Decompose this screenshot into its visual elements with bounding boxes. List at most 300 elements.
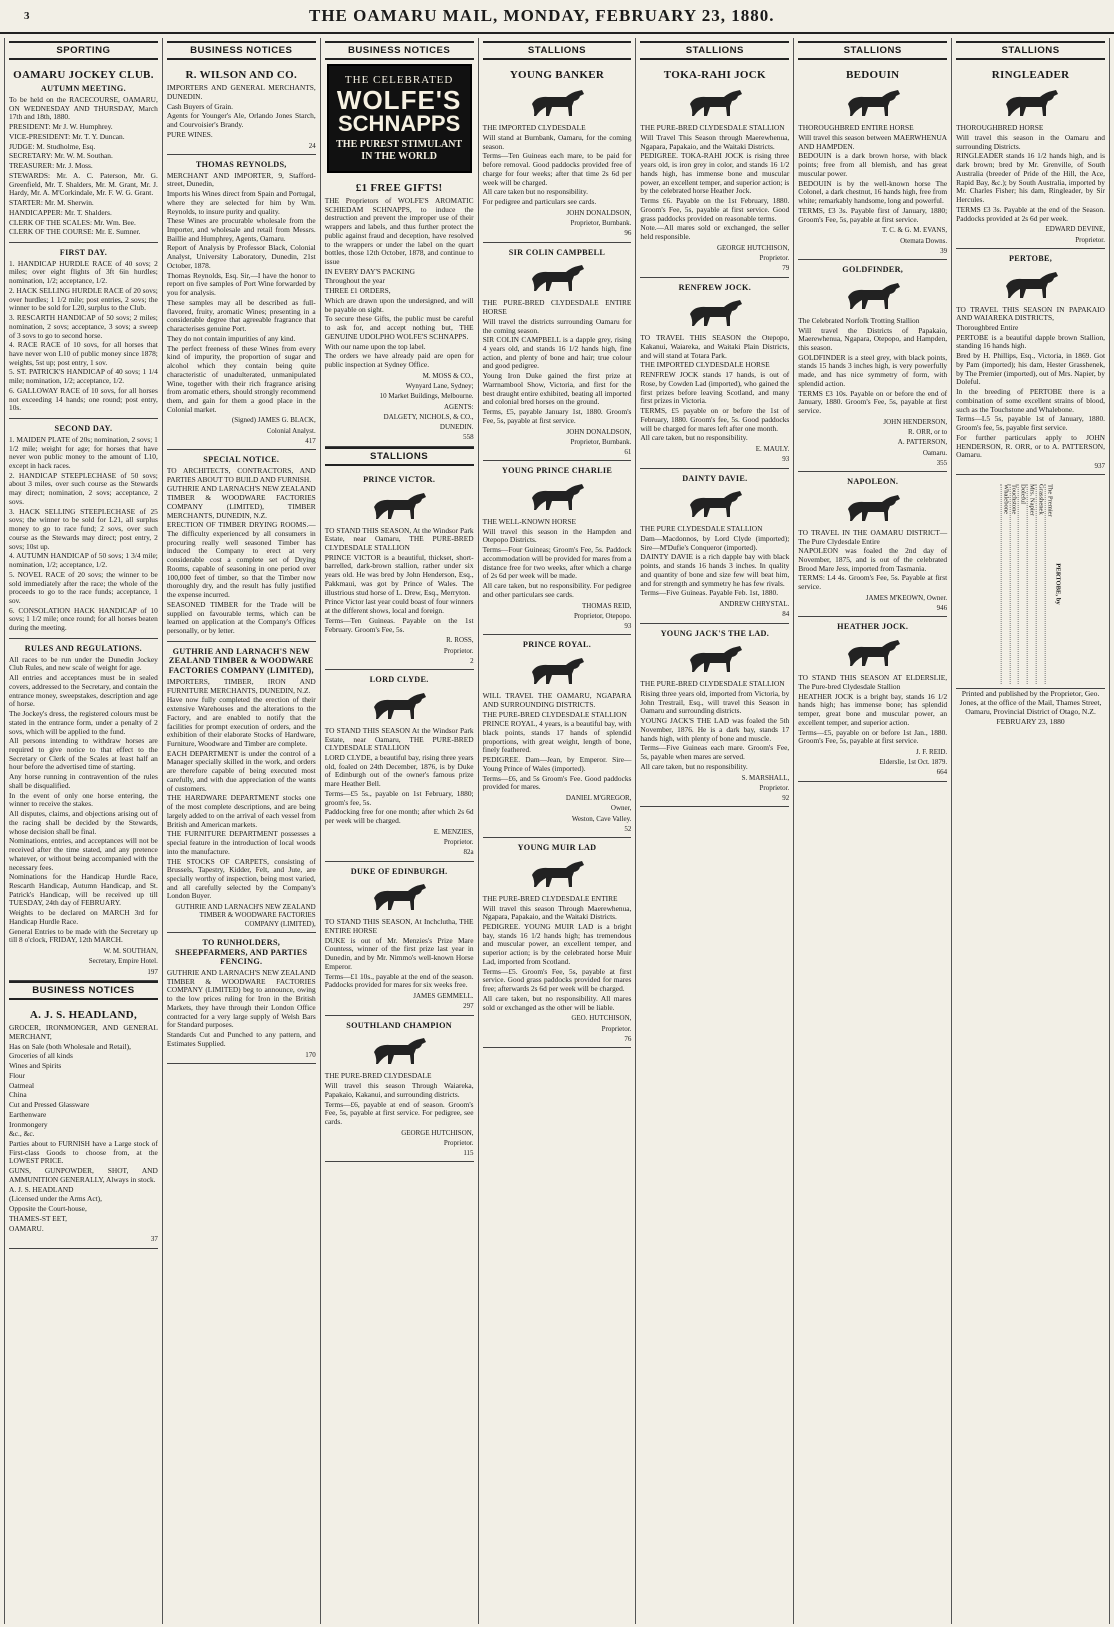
ad-text: Agents for Younger's Ale, Orlando Jones Starch, and Courvoisier's Brandy. bbox=[166, 111, 316, 130]
ad-text: IN EVERY DAY'S PACKING bbox=[324, 266, 415, 276]
imprint-text: FEBRUARY 23, 1880 bbox=[996, 717, 1065, 727]
ad-text: GUTHRIE AND LARNACH'S NEW ZEALAND TIMBER & WOODWARE FACTORIES COMPANY (LIMITED) beg to announce, owing to the low prices ruling for Iron in the British Markets, they have through their London Office contracted for a very large supply of Welsh Bars for Standard purposes. bbox=[166, 967, 316, 1030]
ad-text: Paddocking free for one month; after which 2s 6d per week will be charged. bbox=[324, 807, 474, 826]
ad-text: GOLDFINDER is a steel grey, with black points, stands 15 hands 3 inches high, is very powerfully made, and has nice symmetry of form, with splendid action. bbox=[798, 352, 948, 388]
advertisement bbox=[325, 177, 474, 447]
advertisement bbox=[798, 617, 947, 781]
ad-text: TO STAND THIS SEASON AT ELDERSLIE, The Pure-bred Clydesdale Stallion bbox=[798, 673, 948, 691]
ad-reference-number: 92 bbox=[782, 794, 790, 803]
ad-text: RINGLEADER stands 16 1/2 hands high, and is dark brown; bred by Mr. Grenville, of South Australia (breeder of Pride of the Hill, the Ace, Rapid Bay, &c.); by South Australia, imported by Mr. Charles Fisher; his dam, Ringleader, by Sir Hercules. bbox=[956, 151, 1105, 205]
ad-reference-number: 82a bbox=[463, 848, 474, 857]
ad-text: RENFREW JOCK stands 17 hands, is out of Rose, by Cowden Lad (imported), who gained the first prizes before leaving Scotland, and many first prizes in Victoria. bbox=[640, 370, 790, 406]
ad-text: Terms—Ten Guineas. Payable on the 1st February. Groom's Fee, 5s. bbox=[324, 615, 474, 634]
ad-text: 6. GALLOWAY RACE of 10 sovs, for all horses not exceeding 14 hands; one round; post entry, 10s. bbox=[9, 385, 158, 413]
ad-text: Note.—All mares sold or exchanged, the seller held responsible. bbox=[640, 223, 790, 242]
ad-text: THE PURE-BRED CLYDESDALE STALLION bbox=[640, 679, 785, 689]
ad-signature: Proprietor, Burnbank. bbox=[570, 219, 632, 228]
ad-signature: Oamaru. bbox=[922, 448, 948, 457]
ad-title: FIRST DAY. bbox=[59, 247, 108, 257]
ad-title: RULES AND REGULATIONS. bbox=[24, 643, 143, 653]
ad-text: 4. AUTUMN HANDICAP of 50 sovs; 1 3/4 mile; nomination, 1/2; acceptance, 1/2. bbox=[9, 551, 158, 570]
ad-text: GUTHRIE AND LARNACH'S NEW ZEALAND TIMBER & WOODWARE FACTORIES COMPANY (LIMITED), TIMBER MERCHANTS, DUNEDIN, N.Z. bbox=[166, 484, 316, 520]
ad-text: China bbox=[9, 1090, 27, 1100]
ad-text: Wines and Spirits bbox=[9, 1061, 62, 1071]
horse-engraving-icon bbox=[838, 279, 908, 313]
column-heading: BUSINESS NOTICES bbox=[325, 41, 474, 60]
ad-text: Oatmeal bbox=[9, 1080, 35, 1090]
ad-signature: T. C. & G. M. EVANS, bbox=[882, 226, 948, 235]
ad-title: RENFREW JOCK. bbox=[678, 282, 752, 292]
ad-text: THE Proprietors of WOLFE'S AROMATIC SCHIEDAM SCHNAPPS, to induce the destruction and prevent the improper use of their wrappers and labels, and thus further protect the public against fraud and deception, have resolved to the wrappers or under the label on the quart bottles, those 12th October, 1878, and continue to issue bbox=[324, 195, 474, 266]
ad-text: All care taken, but no responsibility. bbox=[640, 761, 748, 771]
column-7 bbox=[952, 38, 1110, 1624]
ad-signature: Weston, Cave Valley. bbox=[571, 814, 632, 823]
ad-reference-number: 37 bbox=[150, 1235, 158, 1244]
ad-text: TO STAND THIS SEASON, At Inchclutha, THE ENTIRE HORSE bbox=[324, 917, 474, 935]
horse-engraving-icon bbox=[364, 689, 434, 723]
ad-text: &c., &c. bbox=[9, 1129, 35, 1139]
ad-reference-number: 417 bbox=[305, 436, 316, 445]
ad-text: Thomas Reynolds, Esq. Sir,—I have the honor to report on five samples of Port Wine forwarded by you for analysis. bbox=[166, 270, 316, 298]
ad-text: To be held on the RACECOURSE, OAMARU, ON WEDNESDAY AND THURSDAY, March 17th and 18th, 1880. bbox=[9, 94, 158, 122]
pedigree-row: Whalebone bbox=[1000, 484, 1009, 684]
ad-title: SECOND DAY. bbox=[54, 424, 113, 434]
ad-text: All persons intending to withdraw horses are required to give notice to that effect to the Secretary or Clerk of the Scales at least half an hour before the advertised time of starting. bbox=[9, 736, 158, 772]
ad-text: The perfect freeness of these Wines from every kind of impurity, the proportion of sugar and alcohol which they contain being quite characteristic of unadulterated, unmanipulated Wine, together with their rich fragrance arising from aromatic ethers, should strongly recommend them, and gain for them a good place in the Colonial market. bbox=[166, 343, 316, 414]
ad-text: THAMES-ST EET, bbox=[9, 1213, 68, 1223]
ad-text: ERECTION OF TIMBER DRYING ROOMS.—The difficulty experienced by all consumers in procuring really well seasoned Timber has induced the Company to erect at very considerable cost a complete set of Drying Rooms, capable of seasoning in one period over 100,000 feet of timber, so that the Timber now thoroughly dry, and the result has fully justified the expense incurred. bbox=[166, 520, 316, 600]
ad-text: STARTER: Mr. M. Sherwin. bbox=[9, 198, 94, 208]
ad-reference-number: 946 bbox=[936, 604, 948, 613]
ad-text: All races to be run under the Dunedin Jockey Club Rules, and new scale of weight for age. bbox=[9, 654, 158, 673]
ad-title: OAMARU JOCKEY CLUB. bbox=[13, 69, 154, 82]
horse-engraving-icon bbox=[680, 296, 750, 330]
ad-signature: R. ORR, or to bbox=[908, 428, 948, 437]
ad-reference-number: 664 bbox=[936, 768, 948, 777]
ad-reference-number: 79 bbox=[782, 264, 790, 273]
ad-reference-number: 170 bbox=[305, 1050, 316, 1059]
ad-text: 5. NOVEL RACE of 20 sovs; the winner to be sold immediately after the race; the whole of the proceeds to go to the race funds; acceptance, 1 sov. bbox=[9, 569, 158, 606]
ad-reference-number: 93 bbox=[782, 455, 790, 464]
ad-text: GUNS, GUNPOWDER, SHOT, AND AMMUNITION GENERALLY, Always in stock. bbox=[9, 1166, 158, 1184]
column-heading: BUSINESS NOTICES bbox=[167, 41, 316, 60]
column-heading: STALLIONS bbox=[640, 41, 789, 60]
ad-text: SEASONED TIMBER for the Trade will be supplied on favourable terms, which can be learned on application at the Company's Offices personally, or by letter. bbox=[166, 599, 316, 636]
advertisement bbox=[483, 461, 632, 635]
horse-engraving-icon bbox=[838, 491, 908, 525]
ad-text: Have now fully completed the erection of their extensive Warehouses and the alterations to the Factory, and are enabled to notify that the facilities for prompt execution of orders, and the exhibition of their elaborate Stocks of Hardware, Furniture, Woodware and Timber are complete. bbox=[166, 695, 316, 748]
advertisement bbox=[956, 64, 1105, 249]
ad-title: NAPOLEON. bbox=[847, 477, 899, 487]
advertisement bbox=[640, 64, 789, 277]
ad-signature: Elderslie, 1st Oct. 1879. bbox=[879, 758, 948, 767]
ad-text: Will travel the districts surrounding Oamaru for the coming season. bbox=[482, 316, 632, 335]
ad-text: Report of Analysis by Professor Black, Colonial Analyst, University Laboratory, Dunedin, 21st October, 1878. bbox=[166, 243, 316, 270]
ad-signature: R. ROSS, bbox=[446, 636, 474, 645]
ad-text: PEDIGREE. YOUNG MUIR LAD is a bright bay, stands 16 1/2 hands high; has tremendous and muscular power, an excellent temper, and superior action; is by the celebrated horse Muir Lad, imported from Scotland. bbox=[482, 922, 632, 966]
ad-text: TREASURER: Mr. J. Moss. bbox=[9, 161, 93, 171]
ad-text: Dam—Macdonnos, by Lord Clyde (imported); Sire—M'Dufie's Conqueror (imported). bbox=[640, 533, 790, 552]
advertisement bbox=[167, 642, 316, 933]
ad-text: THE PURE-BRED CLYDESDALE ENTIRE bbox=[482, 893, 618, 903]
advertisement bbox=[9, 419, 158, 639]
ad-text: 4. RACE RACE of 10 sovs, for all horses that have never won L10 of public money since 1878; weights, 5st up; post entry, 1 sov. bbox=[9, 340, 158, 367]
ad-text: These Wines are procurable wholesale from the Importer, and wholesale and retail from Messrs. Baillie and Humphrey, Agents, Oamaru. bbox=[166, 216, 316, 243]
ad-text: The orders we have already paid are open for public inspection at Sydney Office. bbox=[324, 351, 474, 370]
ad-text: Will travel this season between MAERWHENUA AND HAMPDEN. bbox=[798, 133, 948, 151]
columns-container bbox=[4, 38, 1110, 1624]
column-heading: STALLIONS bbox=[798, 41, 947, 60]
ad-text: TO ARCHITECTS, CONTRACTORS, AND PARTIES ABOUT TO BUILD AND FURNISH. bbox=[166, 465, 316, 484]
ad-reference-number: 24 bbox=[308, 141, 316, 150]
ad-text: THE WELL-KNOWN HORSE bbox=[482, 517, 577, 527]
advertisement bbox=[167, 64, 316, 155]
ad-text: 1. HANDICAP HURDLE RACE of 40 sovs; 2 miles; over eight flights of 3ft 6in hurdles; nomination, 1/2; acceptance, 1/2. bbox=[9, 258, 158, 286]
ad-text: All disputes, claims, and objections arising out of the racing shall be decided by the Stewards, whose decision shall be final. bbox=[9, 809, 158, 836]
ad-title: YOUNG MUIR LAD bbox=[517, 843, 597, 853]
ad-signature: Wynyard Lane, Sydney; bbox=[405, 382, 474, 391]
ad-text: The Jockey's dress, the registered colours must be stated in the entrance form, under a penalty of 2 sovs, which will be applied to the fund. bbox=[9, 709, 158, 736]
ad-text: TO STAND THIS SEASON, At the Windsor Park Estate, near Oamaru, THE PURE-BRED CLYDESDALE STALLION bbox=[324, 525, 474, 552]
ad-title: PRINCE ROYAL. bbox=[522, 640, 592, 650]
ad-title: PRINCE VICTOR. bbox=[363, 474, 436, 484]
horse-engraving-icon bbox=[522, 857, 592, 891]
ad-text: THE FURNITURE DEPARTMENT possesses a special feature in the introduction of local woods into the manufacture. bbox=[166, 829, 316, 856]
ad-text: 3. HACK SELLING STEEPLECHASE of 25 sovs; the winner to be sold for L21, all surplus money to go to race fund; 2 sovs, over such course as the Stewards may direct; post entry, 2 sovs; 10st up. bbox=[9, 506, 158, 551]
ad-reference-number: 115 bbox=[463, 1149, 474, 1158]
ad-text: IMPORTERS, TIMBER, IRON AND FURNITURE MERCHANTS, DUNEDIN, N.Z. bbox=[166, 676, 316, 695]
ad-text: These samples may all be described as full-flavored, fruity, aromatic Wines; presenting in a considerable degree that agreeable fragrance that characterises genuine Port. bbox=[166, 297, 316, 334]
ad-text: 2. HACK SELLING HURDLE RACE of 20 sovs; over hurdles; 1 1/2 mile; post entries, 2 sovs; the winner to be sold for L20, surplus to the Club. bbox=[9, 285, 158, 313]
pedigree-table bbox=[1000, 484, 1061, 684]
ad-text: Terms—£6, and 5s Groom's Fee. Good paddocks provided for mares. bbox=[482, 773, 632, 792]
advertisement bbox=[167, 155, 316, 450]
ad-text: MERCHANT AND IMPORTER, 9, Stafford-street, Dunedin, bbox=[166, 170, 316, 189]
ad-text: OAMARU. bbox=[9, 1223, 44, 1233]
ad-text: Terms—£5, payable on or before 1st Jan., 1880. Groom's Fee, 5s, payable at first service. bbox=[798, 727, 948, 746]
ad-signature: JAMES GEMMELL. bbox=[413, 992, 474, 1001]
ad-text: All entries and acceptances must be in sealed covers, addressed to the Secretary, and contain the entrance money, sweepstakes, description and age of horse. bbox=[9, 673, 158, 709]
ad-signature: JOHN HENDERSON, bbox=[883, 417, 948, 426]
ad-text: THE HARDWARE DEPARTMENT stocks one of the most complete descriptions, and are being largely added to on the arrival of each vessel from British and American markets. bbox=[166, 793, 316, 829]
ad-text: IMPORTERS AND GENERAL MERCHANTS, DUNEDIN. bbox=[166, 83, 316, 102]
horse-engraving-icon bbox=[522, 654, 592, 688]
ad-title: YOUNG PRINCE CHARLIE bbox=[501, 466, 613, 476]
ad-signature: Secretary, Empire Hotel. bbox=[88, 957, 158, 966]
ad-text: PERTOBE is a beautiful dapple brown Stallion, standing 16 hands high. bbox=[956, 332, 1105, 351]
column-heading: STALLIONS bbox=[483, 41, 632, 60]
ad-text: STEWARDS: Mr. A. C. Paterson, Mr. G. Greenfield, Mr. T. Shalders, Mr. M. Grant, Mr. J. Hardy, Mr. A. M'Corkindale, Mr. F. W. G. Grant. bbox=[9, 170, 158, 198]
ad-text: Will travel the Districts of Papakaio, Maerewhenua, Ngapara, Otepopo, and Hampden, this season. bbox=[798, 325, 948, 352]
ad-text: NAPOLEON was foaled the 2nd day of November, 1875, and is out of the celebrated Brood Mare Jess, imported from Tasmania. bbox=[798, 546, 948, 573]
ad-signature: DANIEL M'GREGOR, bbox=[565, 794, 632, 803]
ad-reference-number: 61 bbox=[624, 448, 632, 457]
ad-text: All care taken, but no responsibility. bbox=[640, 433, 748, 443]
column-1 bbox=[5, 38, 163, 1624]
ad-text: Terms—Five Guineas each mare. Groom's Fee, 5s, payable when mares are served. bbox=[640, 743, 790, 762]
ad-text: PRINCE VICTOR is a beautiful, thickset, short-barrelled, dark-brown stallion, rather under six years old. He was bred by John Henderson, Esq., Pakkmaui, was got by Prince of Wales. The illustrious stud horse of L. Drew, Esq., Merryton. bbox=[324, 552, 474, 597]
ad-text: Will Travel This Season through Maerewhenua, Ngapara, Papakaio, and the Waitaki Districts. bbox=[640, 133, 790, 151]
ad-signature: W. M. SOUTHAN, bbox=[103, 947, 158, 956]
ad-text: JUDGE: M. Studholme, Esq. bbox=[9, 141, 96, 151]
ad-text: PEDIGREE. Dam—Jean, by Emperor. Sire—Young Prince of Wales (imported). bbox=[482, 755, 632, 773]
horse-engraving-icon bbox=[996, 86, 1066, 120]
ad-title: A. J. S. HEADLAND, bbox=[29, 1009, 137, 1022]
ad-text: Opposite the Court-house, bbox=[9, 1204, 87, 1214]
horse-engraving-icon bbox=[522, 480, 592, 514]
ad-signature: JOHN DONALDSON, bbox=[566, 427, 632, 436]
ad-subtitle: AUTUMN MEETING. bbox=[40, 84, 126, 94]
ad-text: HEATHER JOCK is a bright bay, stands 16 1/2 hands high; has immense bone; has splendid temper, great bone and muscular power, an excellent temper, and superior action. bbox=[798, 691, 948, 727]
horse-engraving-icon bbox=[364, 880, 434, 914]
ad-signature: JOHN DONALDSON, bbox=[566, 208, 632, 217]
advertisement bbox=[483, 64, 632, 242]
ad-signature: 10 Market Buildings, Melbourne. bbox=[379, 392, 474, 401]
column-subheading: STALLIONS bbox=[325, 447, 474, 466]
ad-title: £1 FREE GIFTS! bbox=[355, 181, 443, 194]
ad-reference-number: 84 bbox=[782, 610, 790, 619]
ad-text: Terms—L5 5s, payable 1st of January, 1880. Groom's fee, 5s, payable first service. bbox=[956, 414, 1105, 433]
advertisement bbox=[798, 64, 947, 260]
ad-title: BEDOUIN bbox=[845, 69, 900, 82]
ad-text: TERMS £3 3s. Payable at the end of the Season. Paddocks provided at 2s 6d per week. bbox=[956, 204, 1105, 223]
ad-signature: GEORGE HUTCHISON, bbox=[716, 243, 790, 252]
horse-engraving-icon bbox=[838, 86, 908, 120]
ad-signature: Proprietor. bbox=[1075, 235, 1105, 244]
ad-text: Thoroughbred Entire bbox=[956, 323, 1019, 332]
ad-text: YOUNG JACK'S THE LAD was foaled the 5th November, 1876. He is a dark bay, stands 17 hands high, with plenty of bone and muscle. bbox=[640, 716, 790, 743]
ad-title: HEATHER JOCK. bbox=[837, 622, 909, 632]
ad-text: Will stand at Burnbank, Oamaru, for the coming season. bbox=[482, 133, 632, 151]
ad-text: TO TRAVEL THIS SEASON the Otepopo, Kakanui, Waiareka, and Waitaki Plain Districts, and will stand at Totara Park. bbox=[640, 333, 790, 360]
ad-signature: DUNEDIN. bbox=[439, 423, 474, 432]
ad-reference-number: 96 bbox=[624, 229, 632, 238]
ad-title: GUTHRIE AND LARNACH'S NEW ZEALAND TIMBER & WOODWARE FACTORIES COMPANY (LIMITED), bbox=[168, 646, 314, 676]
ad-text: THE PURE CLYDESDALE STALLION bbox=[640, 524, 763, 534]
ad-text: THE IMPORTED CLYDESDALE HORSE bbox=[640, 360, 770, 370]
ad-reference-number: 297 bbox=[463, 1002, 474, 1011]
ad-text: Will travel this season in the Oamaru and surrounding Districts. bbox=[956, 133, 1105, 151]
ad-text: PEDIGREE. TOKA-RAHI JOCK is rising three years old, is iron grey in color, and stands 16 1/2 hands high, has immense bone and muscular power, an excellent temper, and superior action; is by the celebrated horse Heather Jock. bbox=[640, 151, 790, 196]
ad-text: Any horse running in contravention of the rules shall be disqualified. bbox=[9, 772, 158, 790]
ad-title: DAINTY DAVIE. bbox=[682, 473, 748, 483]
ad-text: DAINTY DAVIE is a rich dapple bay with black points, and stands 16 hands 3 inches. In quality and quantity of bone and size few will beat him, and for strength and symmetry he has few rivals. bbox=[640, 552, 790, 588]
masthead bbox=[0, 0, 1114, 34]
ad-text: A. J. S. HEADLAND bbox=[9, 1184, 74, 1194]
ad-signature: GEORGE HUTCHISON, bbox=[401, 1128, 474, 1137]
ad-text: Terms £6. Payable on the 1st February, 1880. Groom's Fee, 5s, payable at first service. Good grass paddocks provided on reasonable terms. bbox=[640, 196, 790, 223]
ad-text: TERMS, £5 payable on or before the 1st of February, 1880. Groom's fee, 5s. Good paddocks will be charged for mares left after one month. bbox=[640, 406, 790, 433]
ad-signature: E. MAULY. bbox=[755, 445, 790, 454]
ad-text: 6. CONSOLATION HACK HANDICAP of 10 sovs; 1 1/2 mile; once round; for all horses beaten during the meeting. bbox=[9, 605, 158, 633]
ad-text: THREE £1 ORDERS, bbox=[324, 286, 391, 296]
advertisement bbox=[9, 64, 158, 243]
ad-reference-number: 39 bbox=[940, 246, 948, 255]
ad-reference-number: 2 bbox=[470, 656, 474, 665]
column-6 bbox=[794, 38, 952, 1624]
advertisement bbox=[798, 260, 947, 472]
ad-title: YOUNG BANKER bbox=[509, 69, 605, 82]
ad-signature: THOMAS REID, bbox=[582, 601, 632, 610]
newspaper-title: THE OAMARU MAIL, MONDAY, FEBRUARY 23, 1880. bbox=[308, 6, 775, 25]
ad-text: Terms—£5. Groom's Fee, 5s, payable at first service. Good grass paddocks provided for mares free; afterwards 2s 6d per week will be charged. bbox=[482, 966, 632, 994]
ad-text: TO STAND THIS SEASON At the Windsor Park Estate, near Oamaru, THE PURE-BRED CLYDESDALE STALLION bbox=[324, 725, 474, 753]
ad-text: THE PURE-BRED CLYDESDALE bbox=[324, 1071, 432, 1081]
ad-text: Groceries of all kinds bbox=[9, 1051, 73, 1061]
ad-signature: GEO. HUTCHISON, bbox=[571, 1014, 632, 1023]
ad-title: THOMAS REYNOLDS, bbox=[195, 159, 287, 169]
ad-text: 5. ST. PATRICK'S HANDICAP of 40 sovs; 1 1/4 mile; nomination, 1/2; acceptance, 1/2. bbox=[9, 367, 158, 386]
ad-title: TOKA-RAHI JOCK bbox=[663, 69, 766, 82]
advertisement bbox=[9, 639, 158, 981]
ad-text: BEDOUIN is by the well-known horse The Colonel, a dark chestnut, 16 hands high, free from white; remarkably handsome, long and powerful. bbox=[798, 178, 948, 206]
ad-reference-number: 93 bbox=[624, 622, 632, 631]
ad-text: Prince Victor last year could boast of four winners at the different shows, local and foreign. bbox=[324, 597, 474, 616]
ad-text: 2. HANDICAP STEEPLECHASE of 50 sovs; about 3 miles, over such course as the Stewards may direct; nomination, 2 sovs; acceptance, 2 sovs. bbox=[9, 470, 158, 506]
ad-text: Will travel this season Through Maerewhenua, Ngapara, Papakaio, and the Waitaki Districts. bbox=[482, 903, 632, 922]
advertisement bbox=[956, 249, 1105, 475]
column-heading: SPORTING bbox=[9, 41, 158, 60]
ad-signature: JAMES M'KEOWN, Owner. bbox=[865, 593, 948, 602]
ad-text: Terms—Five Guineas. Payable Feb. 1st, 1880. bbox=[640, 588, 779, 598]
ad-signature: Proprietor, Otepopo. bbox=[573, 611, 632, 620]
ad-text: CLERK OF THE SCALES: Mr. Wm. Bee. bbox=[9, 217, 136, 227]
ad-text: They do not contain impurities of any kind. bbox=[166, 333, 296, 343]
advertisement bbox=[9, 1004, 158, 1248]
ad-title: R. WILSON AND CO. bbox=[185, 69, 298, 82]
horse-engraving-icon bbox=[364, 1034, 434, 1068]
ad-signature: Proprietor. bbox=[443, 838, 474, 847]
ad-signature: Colonial Analyst. bbox=[266, 426, 316, 435]
ad-text: General Entries to be made with the Secretary up till 8 o'clock, FRIDAY, 12th MARCH. bbox=[9, 926, 158, 945]
pedigree-row: Mrs. Napier bbox=[1027, 484, 1036, 684]
column-2 bbox=[163, 38, 321, 1624]
mast-page-number: 3 bbox=[24, 10, 30, 22]
ad-text: Throughout the year bbox=[324, 276, 386, 286]
advertisement bbox=[325, 670, 474, 862]
ad-title: RINGLEADER bbox=[991, 69, 1070, 82]
advertisement bbox=[640, 278, 789, 469]
ad-title: SOUTHLAND CHAMPION bbox=[346, 1020, 452, 1030]
ad-text: All care taken, but no responsibility. For pedigree and other particulars see cards. bbox=[482, 581, 632, 599]
ad-signature: Proprietor. bbox=[601, 1024, 632, 1033]
ad-title: YOUNG JACK'S THE LAD. bbox=[660, 628, 770, 638]
ad-text: Ironmongery bbox=[9, 1119, 48, 1129]
ad-signature: GUTHRIE AND LARNACH'S NEW ZEALAND TIMBER & WOODWARE FACTORIES COMPANY (LIMITED), bbox=[175, 903, 316, 928]
column-heading: STALLIONS bbox=[956, 41, 1105, 60]
ad-text: Will travel this season in the Hampden and Otepopo Districts. bbox=[482, 526, 632, 545]
ad-text: In the breeding of PERTOBE there is a combination of some excellent strains of blood, such as the Touchstone and Whalebone. bbox=[956, 387, 1105, 414]
horse-engraving-icon bbox=[680, 86, 750, 120]
ad-reference-number: 52 bbox=[624, 824, 632, 833]
horse-engraving-icon bbox=[522, 86, 592, 120]
horse-engraving-icon bbox=[522, 261, 592, 295]
ad-signature: Proprietor. bbox=[759, 254, 790, 263]
ad-reference-number: 355 bbox=[936, 458, 948, 467]
advertisement bbox=[640, 624, 789, 808]
pedigree-row: Doleful bbox=[1018, 484, 1027, 684]
ad-text: Nominations for the Handicap Hurdle Race, Rescarth Handicap, Autumn Handicap, and St. Patrick's Handicap, will be received up till TUESDAY, 24th day of FEBRUARY. bbox=[9, 872, 158, 908]
ad-text: TERMS: L4 4s. Groom's Fee, 5s. Payable at first service. bbox=[798, 573, 948, 592]
pedigree-title: PERTOBE, by bbox=[1054, 563, 1062, 605]
horse-engraving-icon bbox=[838, 636, 908, 670]
ad-text: Parties about to FURNISH have a Large stock of First-class Goods to choose from, at the LOWEST PRICE. bbox=[9, 1138, 158, 1166]
ad-signature: Proprietor. bbox=[443, 646, 474, 655]
schnapps-line-2: WOLFE'S bbox=[336, 85, 462, 116]
advertisement bbox=[483, 838, 632, 1048]
ad-signature: EDWARD DEVINE, bbox=[1045, 225, 1105, 234]
ad-signature: (Signed) JAMES G. BLACK, bbox=[231, 416, 316, 425]
ad-text: Imports his Wines direct from Spain and Portugal, where they are selected for him by Wm. Reynolds, to insure purity and quality. bbox=[166, 189, 316, 216]
ad-text: Weights to be declared on MARCH 3rd for Handicap Hurdle Race. bbox=[9, 908, 158, 926]
ad-text: PURE WINES. bbox=[166, 129, 213, 139]
advertisement bbox=[9, 243, 158, 419]
ad-text: Will travel this season Through Waiareka, Papakaio, Kakanui, and surrounding districts. bbox=[324, 1081, 474, 1099]
ad-signature: Proprietor. bbox=[759, 783, 790, 792]
advertisement bbox=[325, 862, 474, 1016]
ad-signature: Proprietor. bbox=[443, 1138, 474, 1147]
ad-reference-number: 197 bbox=[147, 967, 158, 976]
ad-title: LORD CLYDE. bbox=[369, 675, 429, 685]
ad-signature: AGENTS: bbox=[444, 402, 474, 411]
ad-text: Terms—Ten Guineas each mare, to be paid for before removal. Good paddocks provided free of charge for four weeks; after that time 2s 6d per week will be charged. bbox=[482, 151, 632, 187]
ad-title: PERTOBE, bbox=[1009, 253, 1053, 263]
horse-engraving-icon bbox=[996, 268, 1066, 302]
ad-text: All care taken but no responsibility. bbox=[482, 187, 588, 197]
advertisement bbox=[640, 469, 789, 624]
advertisement bbox=[167, 933, 316, 1064]
ad-text: THE STOCKS OF CARPETS, consisting of Brussels, Tapestry, Kidder, Felt, and Jute, are specially worthy of inspection, being most varied, and all carefully selected by the Company's London Buyer. bbox=[166, 856, 316, 901]
advertisement bbox=[483, 243, 632, 462]
ad-signature: J. F. REID. bbox=[916, 747, 948, 756]
ad-text: Terms—Four Guineas; Groom's Fee, 5s. Paddock accommodation will be provided for mares from a distance free for two weeks, after which a charge of 2s 6d per week will be made. bbox=[482, 545, 632, 581]
ad-text: THOROUGHBRED ENTIRE HORSE bbox=[798, 123, 914, 133]
ad-text: (Licensed under the Arms Act), bbox=[9, 1194, 102, 1204]
ad-text: The Celebrated Norfolk Trotting Stallion bbox=[798, 315, 920, 325]
ad-text: With our name upon the top label. bbox=[324, 341, 426, 351]
schnapps-line-4: THE PUREST STIMULANT IN THE WORLD bbox=[336, 139, 463, 163]
ad-text: 1. MAIDEN PLATE of 20s; nomination, 2 sovs; 1 1/2 mile; weight for age; for horses that have never won public money to the amount of L10, except in hack races. bbox=[9, 434, 158, 470]
ad-text: SECRETARY: Mr. W. M. Southan. bbox=[9, 151, 113, 161]
ad-text: 3. RESCARTH HANDICAP of 50 sovs; 2 miles; nomination, 2 sovs; acceptance, 3 sovs; a sweep of 3 sovs to go to second horse. bbox=[9, 313, 158, 340]
ad-text: Terms—£5 5s., payable on 1st February, 1880; groom's fee, 5s. bbox=[324, 788, 474, 807]
ad-text: For pedigree and particulars see cards. bbox=[482, 197, 597, 207]
ad-signature: A. PATTERSON, bbox=[897, 438, 948, 447]
ad-signature: Otemata Downs. bbox=[900, 236, 948, 245]
ad-text: In the event of only one horse entering, the winner to receive the stakes. bbox=[9, 790, 158, 809]
advertisement bbox=[483, 635, 632, 838]
schnapps-line-3: SCHNAPPS bbox=[338, 111, 461, 137]
ad-signature: S. MARSHALL, bbox=[741, 773, 790, 782]
ad-text: SIR COLIN CAMPBELL is a dapple grey, rising 4 years old, and stands 16 1/2 hands high, fine action, and plenty of bone and hair; true colour and good pedigree. bbox=[482, 335, 632, 371]
column-3 bbox=[321, 38, 479, 1624]
pedigree-row: Grasshenek bbox=[1036, 484, 1045, 684]
ad-signature: ANDREW CHRYSTAL. bbox=[719, 600, 790, 609]
ad-reference-number: 558 bbox=[463, 433, 474, 442]
ad-text: THE PURE-BRED CLYDESDALE ENTIRE HORSE bbox=[482, 298, 632, 317]
ad-reference-number: 937 bbox=[1094, 462, 1105, 471]
ad-reference-number: 76 bbox=[624, 1034, 632, 1043]
imprint-text: Printed and published by the Proprietor, Geo. Jones, at the office of the Mail, Thames Street, Oamaru, Provincial District of Otago, N.Z. bbox=[959, 689, 1102, 717]
ad-text: DUKE is out of Mr. Menzies's Prize Mare Countess, winner of the first prize last year in Dunedin, and by Mr. Nimmo's well-known Horse Emperor. bbox=[324, 935, 474, 971]
ad-text: Bred by H. Phillips, Esq., Victoria, in 1869. Got by Pam (imported); his dam, Hester Grasshenek, by The Premier (imported), out of Mrs. Napier, by Doleful. bbox=[956, 351, 1105, 387]
ad-text: BEDOUIN is a dark brown horse, with black points; free from all blemish, and has great muscular power. bbox=[798, 151, 948, 178]
ad-text: VICE-PRESIDENT: Mr. T. Y. Duncan. bbox=[9, 131, 125, 141]
horse-engraving-icon bbox=[364, 489, 434, 523]
ad-text: Flour bbox=[9, 1070, 26, 1080]
ad-title: DUKE OF EDINBURGH. bbox=[350, 866, 448, 876]
wolfes-schnapps-label bbox=[327, 64, 472, 173]
